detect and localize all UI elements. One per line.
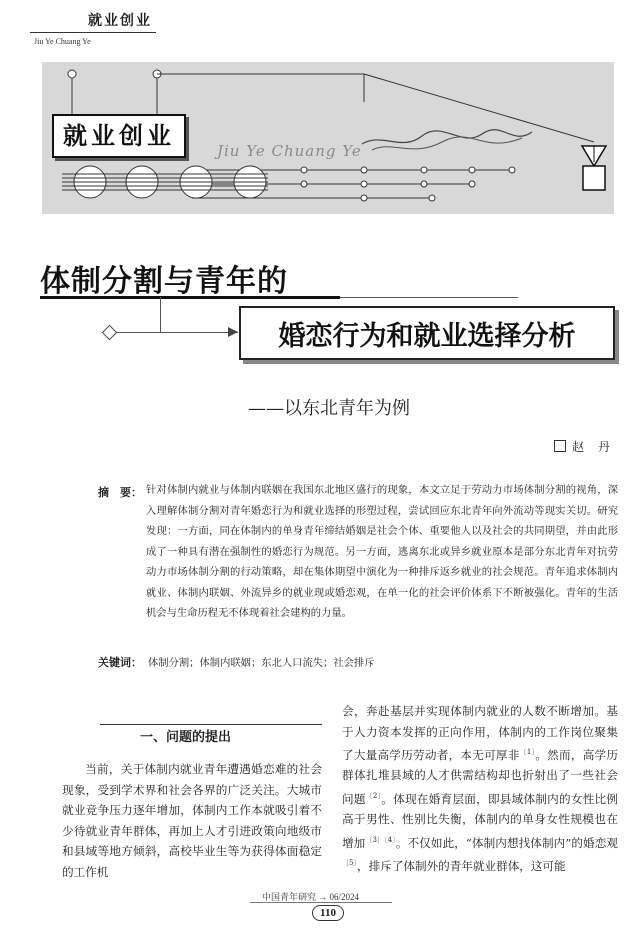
citation-ref: 〔1〕 [519,748,536,756]
footer-journal: 中国青年研究 → 06/2024 [262,892,360,902]
running-header-title: 就业创业 [88,13,152,29]
title-connector-horizontal [113,332,238,333]
body-right-column [342,701,618,876]
title-rule [340,297,518,298]
diamond-icon [102,325,118,341]
checkbox-square-icon [554,440,566,452]
abstract-label: 摘 要： [98,486,142,499]
running-header-rule [30,32,156,33]
body-left-column: 当前，关于体制内就业青年遭遇婚恋难的社会现象，受到学术界和社会各界的广泛关注。大城市就业竞争压力逐年增加，体制内工作本就吸引着不少待就业青年群体，再加上人才引进政策向地级市和县域等地方倾斜，高校毕业生等为获得体面稳定的工作机 [62,762,322,879]
title-connector-vertical [160,297,161,333]
banner-script-text: Jiu Ye Chuang Ye [217,142,362,160]
author [554,438,624,455]
column-banner [42,62,614,214]
author-name: 赵丹 [572,440,625,454]
body-text: 。不仅如此，“体制内想找体制内”的婚恋观 [395,835,618,850]
subtitle: ——以东北青年为例 [248,398,410,419]
title-underline [40,296,340,299]
body-text: 。体现在婚育层面，即县域体制内的女性比例高于男性、性别比失衡，体制内的单身女性规模也在增加 [342,791,618,850]
running-header-pinyin: Jiu Ye Chuang Ye [34,37,91,46]
arrow-right-icon [228,327,238,337]
citation-ref: 〔3〕〔4〕 [365,835,396,844]
footer-rule [250,902,392,903]
body-text: ，排斥了体制外的青年就业群体，这可能 [356,858,566,873]
keywords-text: 体制分割；体制内联姻；东北人口流失；社会排斥 [148,657,375,669]
pen-nib-icon [582,146,606,190]
title-line-1: 体制分割与青年的 [40,264,288,299]
section-heading: 一、问题的提出 [140,730,232,745]
citation-ref: 〔2〕 [365,791,382,800]
title-line-2-box [239,306,615,360]
title-line-2: 婚恋行为和就业选择分析 [278,321,576,352]
banner-label: 就业创业 [52,114,186,158]
abstract-text: 针对体制内就业与体制内联姻在我国东北地区盛行的现象，本文立足于劳动力市场体制分割的视角，深入理解体制分割对青年婚恋行为和就业选择的形塑过程，尝试回应东北青年向外流动等现实关切。研究发现：一方面，同在体制内的单身青年缔结婚姻是社会个体、重要他人以及社会的共同期望，并由此形成了一种具有潜在强制性的婚恋行为规范。另一方面，逃离东北或异乡就业原本是部分东北青年对抗劳动力市场体制分割的行动策略，却在集体期望中演化为一种排斥返乡就业的社会规范。青年追求体制内就业、体制内联姻、外流异乡的就业现或婚恋观，在单一化的社会评价体系下不断被强化。青年的生活机会与生命历程无不体现着社会建构的力量。 [146,484,618,619]
page-number: 110 [312,905,344,921]
section-rule [100,724,322,725]
body-text: 会，奔赴基层并实现体制内就业的人数不断增加。基于人力资本发挥的正向作用，体制内的工作岗位聚集了大量高学历劳动者，本无可厚非 [342,704,618,762]
body-text: 。然而，高学历群体扎堆县域的人才供需结构却也折射出了一些社会问题 [342,747,618,806]
keywords-label: 关键词： [98,656,142,669]
citation-ref: 〔5〕 [342,859,357,868]
